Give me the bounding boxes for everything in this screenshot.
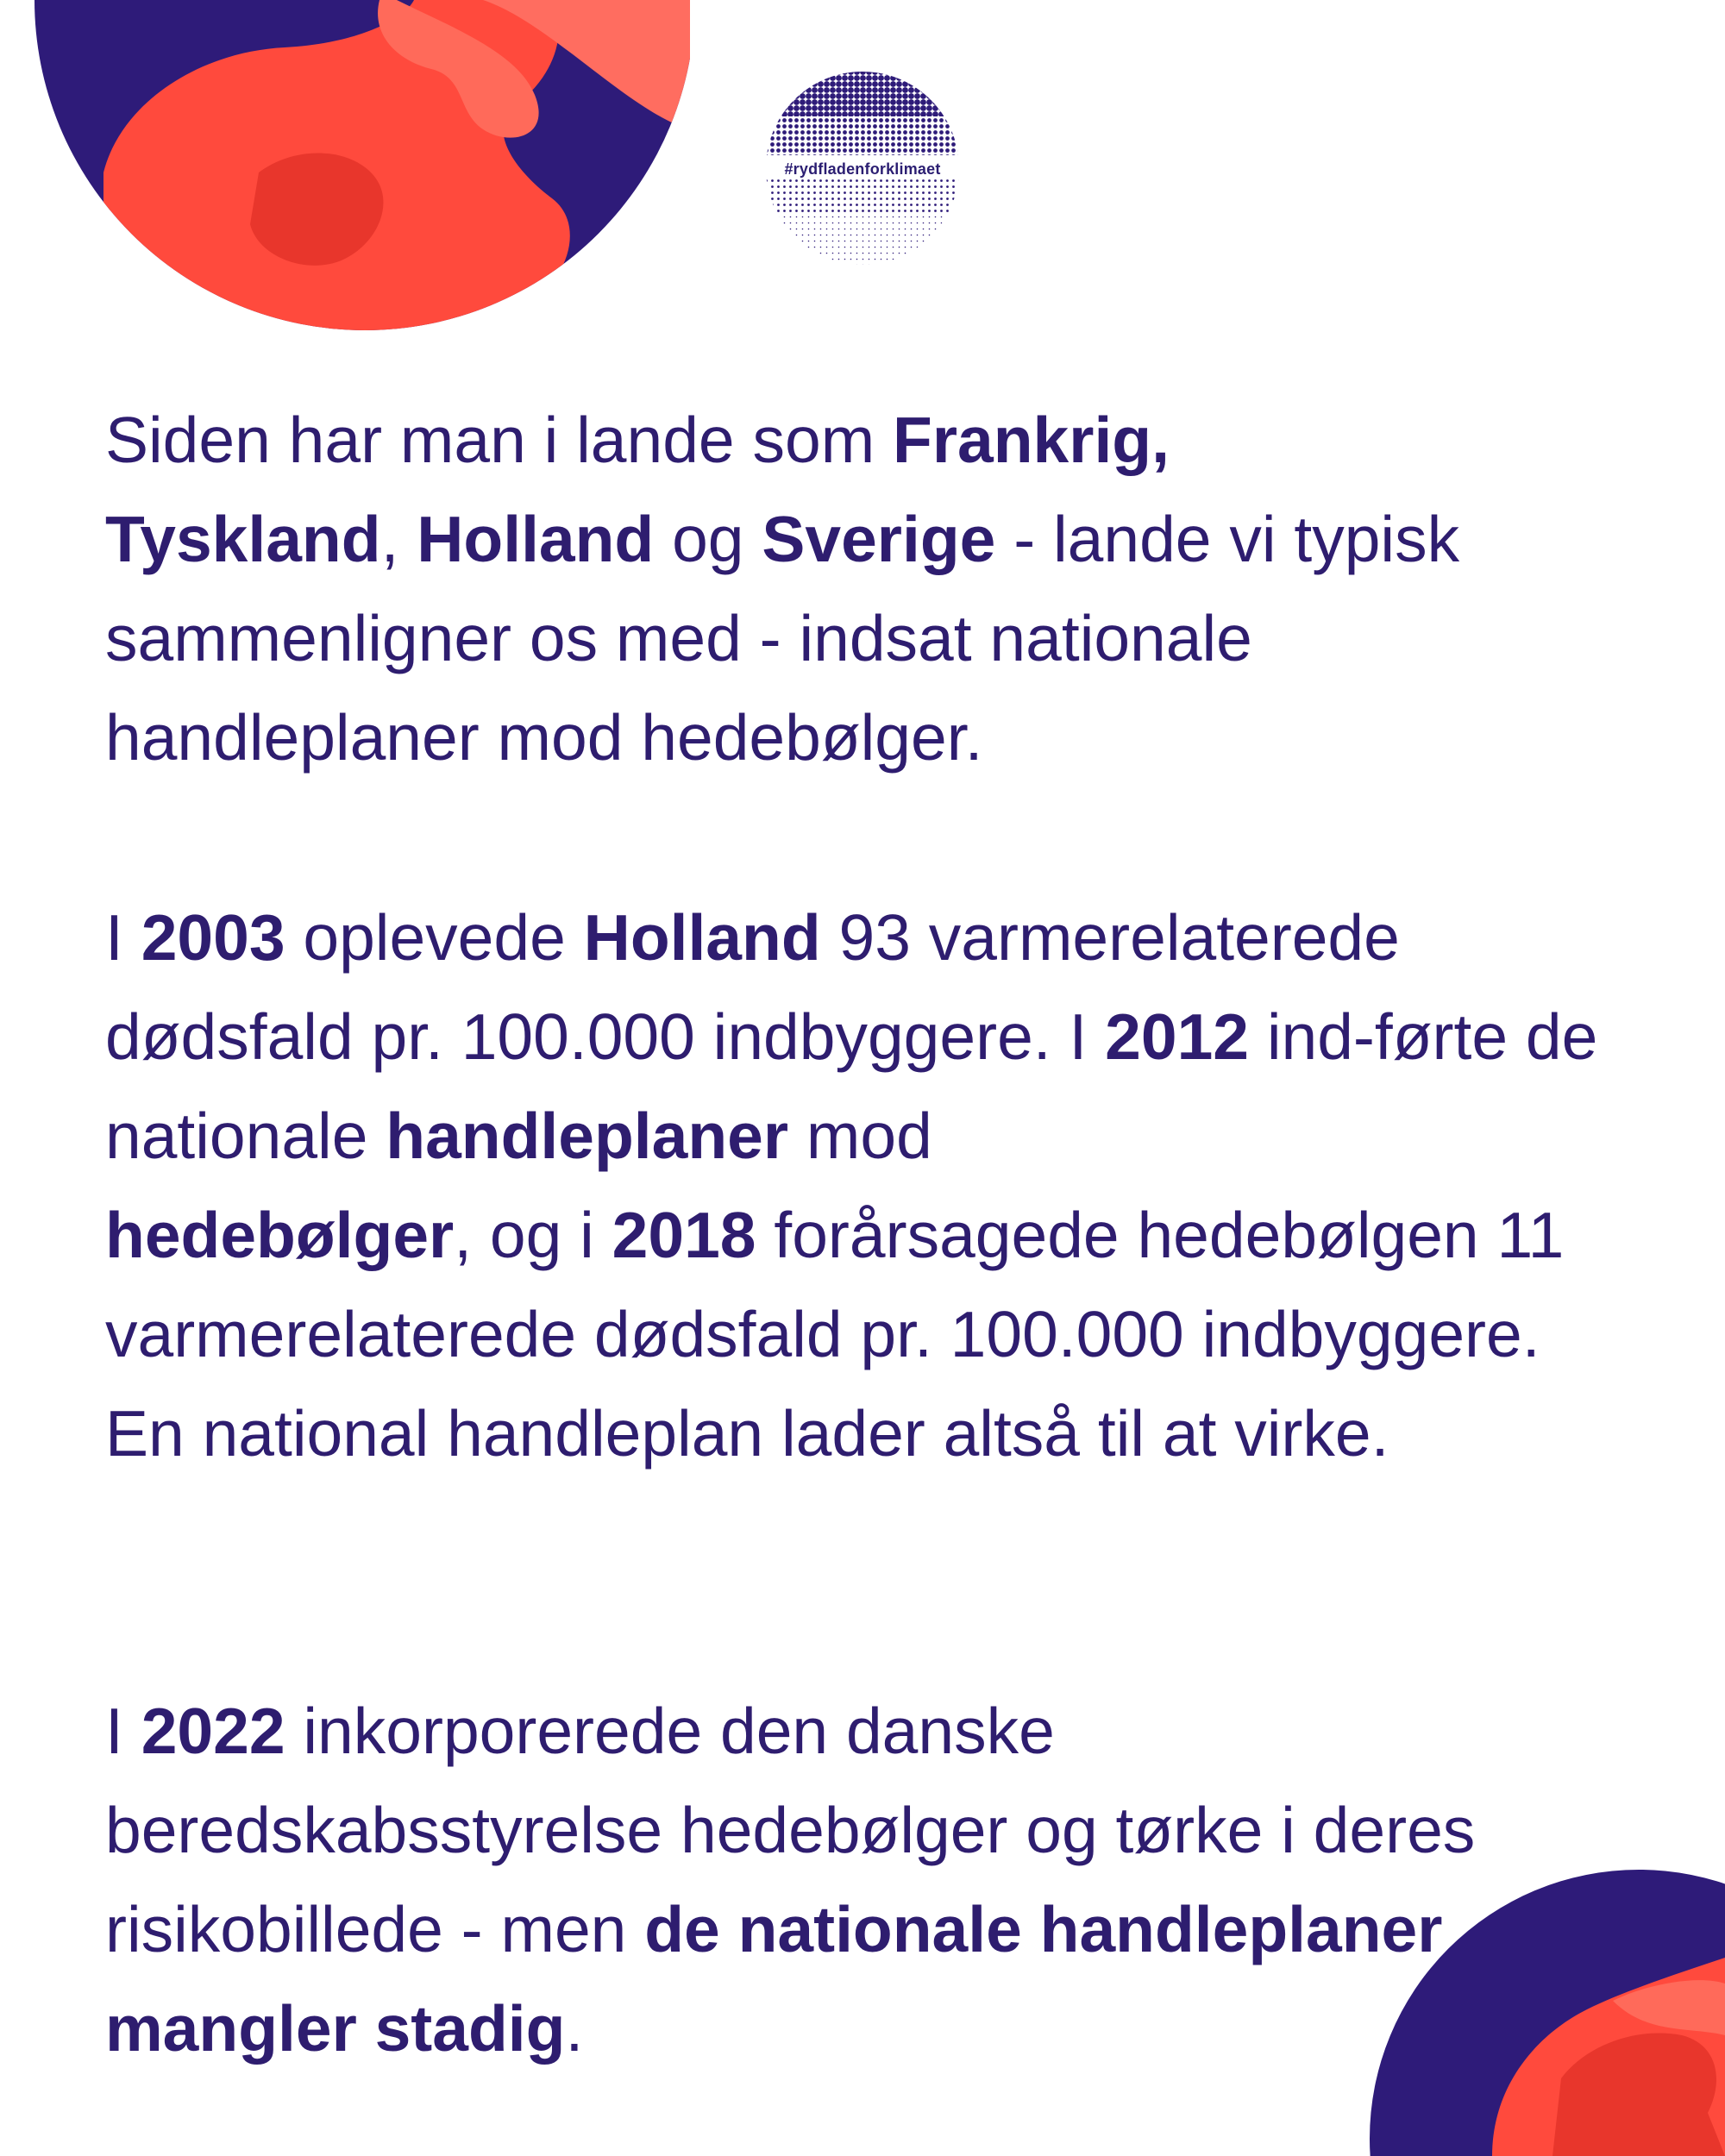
bold-2012: 2012: [1105, 1000, 1249, 1073]
bold-holland-2: Holland: [583, 901, 821, 974]
paragraph-1: Siden har man i lande som Frankrig, Tyskland, Holland og Sverige - lande vi typisk sammenligner os med - indsat nationale handleplaner mod hedebølger.: [105, 404, 1460, 774]
bold-2003: 2003: [141, 901, 285, 974]
bold-2018: 2018: [612, 1199, 756, 1271]
hand-photo-bottom-icon: [1363, 1863, 1725, 2156]
bold-holland: Holland: [417, 503, 655, 575]
hashtag-label: #rydfladenforklimaet: [784, 160, 941, 178]
bold-hedeboelger: hedebølger: [105, 1199, 455, 1271]
bold-handleplaner: handleplaner: [386, 1100, 789, 1172]
bold-sverige: Sverige: [762, 503, 996, 575]
bold-tyskland: Tyskland: [105, 503, 381, 575]
paragraph-2: I 2003 oplevede Holland 93 varmerelaterede dødsfald pr. 100.000 indbyggere. I 2012 ind-førte de nationale handleplaner mod hedebølger, og i 2018 forårsagede hedebølgen 11 varmerelaterede dødsfald pr. 100.000 indbyggere. En national handleplan lader altså til at virke.: [105, 901, 1598, 1470]
hand-photo-top-icon: [0, 0, 690, 345]
bold-2022: 2022: [141, 1695, 285, 1767]
paragraph-3: I 2022 inkorporerede den danske beredskabsstyrelse hedebølger og tørke i deres risikobillede - men de nationale handleplaner mangler stadig.: [105, 1695, 1476, 2065]
bold-frankrig: Frankrig,: [893, 404, 1170, 476]
bold-mangler: de nationale handleplaner mangler stadig: [105, 1893, 1443, 2065]
